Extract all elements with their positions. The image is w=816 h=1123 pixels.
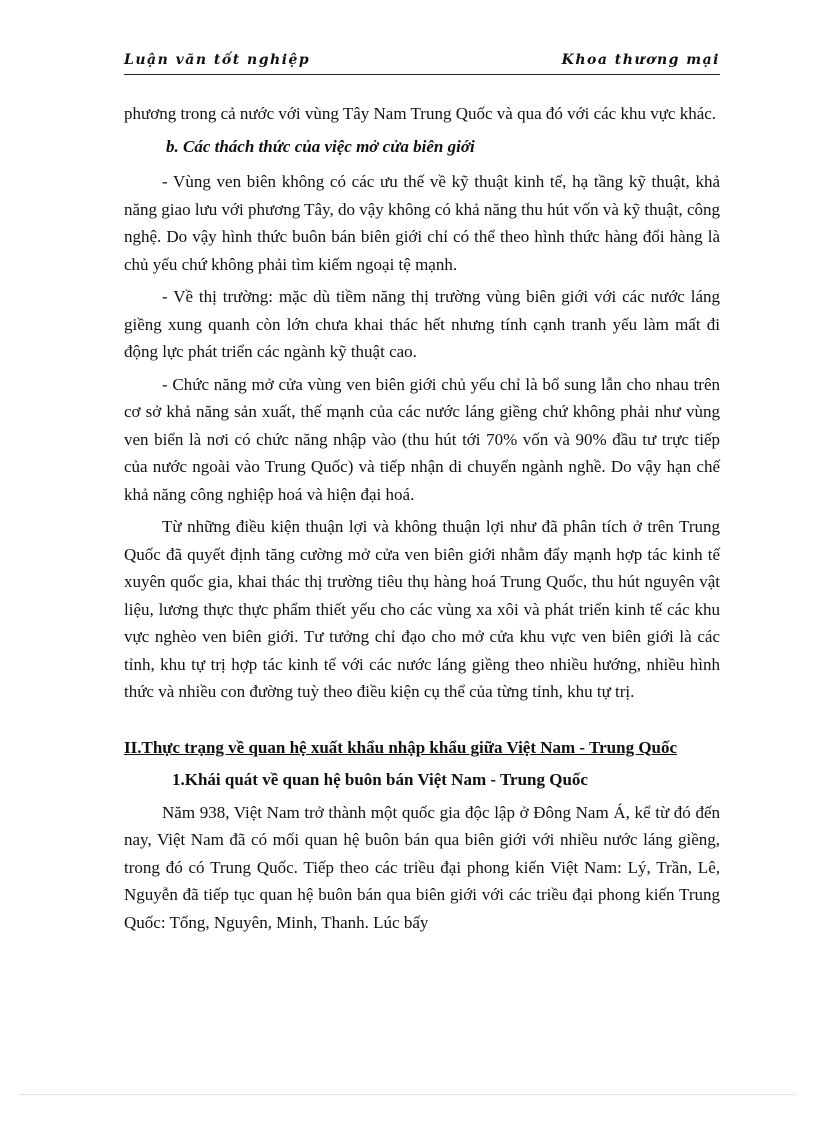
page-header: [124, 50, 720, 75]
header-faculty: Khoa thương mại: [561, 52, 720, 68]
subheading-challenges: b. Các thách thức của việc mở cửa biên giới: [166, 136, 475, 156]
paragraph-market: - Về thị trường: mặc dù tiềm năng thị trường vùng biên giới với các nước láng giềng xung quanh còn lớn chưa khai thác hết nhưng tính cạnh tranh yếu làm mất đi động lực phát triển các ngành kỹ thuật cao.: [124, 287, 720, 361]
header-thesis-title: Luận văn tốt nghiệp: [124, 52, 311, 68]
paragraph-border-function: - Chức năng mở cửa vùng ven biên giới chủ yếu chỉ là bổ sung lẫn cho nhau trên cơ sở khả năng sản xuất, thế mạnh của các nước láng giềng chứ không phải như vùng ven biển là nơi có chức năng nhập vào (thu hút tới 70% vốn và 90% đầu tư trực tiếp của nước ngoài vào Trung Quốc) và tiếp nhận di chuyển ngành nghề. Do vậy hạn chế khả năng công nghiệp hoá và hiện đại hoá.: [124, 374, 720, 504]
page-bottom-divider: [20, 1094, 796, 1095]
paragraph-continuation: phương trong cả nước với vùng Tây Nam Trung Quốc và qua đó với các khu vực khác.: [124, 104, 717, 123]
subsection-title: 1.Khái quát về quan hệ buôn bán Việt Nam - Trung Quốc: [172, 770, 588, 789]
paragraph-technical-limits: - Vùng ven biên không có các ưu thế về kỹ thuật kinh tế, hạ tầng kỹ thuật, khả năng giao lưu với phương Tây, do vậy không có khả năng thu hút vốn và kỹ thuật, công nghệ. Do vậy hình thức buôn bán biên giới chỉ có thể theo hình thức hàng đổi hàng là chủ yếu chứ không phải tìm kiếm ngoại tệ mạnh.: [124, 172, 720, 274]
paragraph-history: Năm 938, Việt Nam trở thành một quốc gia độc lập ở Đông Nam Á, kể từ đó đến nay, Việt Nam đã có mối quan hệ buôn bán qua biên giới với nhiều nước láng giềng, trong đó có Trung Quốc. Tiếp theo các triều đại phong kiến Việt Nam: Lý, Trần, Lê, Nguyễn đã tiếp tục quan hệ buôn bán qua biên giới với các triều đại phong kiến Trung Quốc: Tống, Nguyên, Minh, Thanh. Lúc bấy: [124, 802, 720, 932]
document-body: [124, 100, 720, 941]
section-title: II.Thực trạng về quan hệ xuất khẩu nhập khẩu giữa Việt Nam - Trung Quốc: [124, 737, 678, 757]
paragraph-conclusion: Từ những điều kiện thuận lợi và không thuận lợi như đã phân tích ở trên Trung Quốc đã quyết định tăng cường mở cửa ven biên giới nhằm đẩy mạnh hợp tác kinh tế xuyên quốc gia, khai thác thị trường tiêu thụ hàng hoá Trung Quốc, thu hút nguyên vật liệu, lương thực thực phẩm thiết yếu cho các vùng xa xôi và phát triển kinh tế các khu vực nghèo ven biên giới. Tư tưởng chỉ đạo cho mở cửa khu vực ven biên giới là các tỉnh, khu tự trị hợp tác kinh tế với các nước láng giềng theo nhiều hướng, nhiều hình thức và nhiều con đường tuỳ theo điều kiện cụ thể của từng tỉnh, khu tự trị.: [124, 517, 720, 701]
